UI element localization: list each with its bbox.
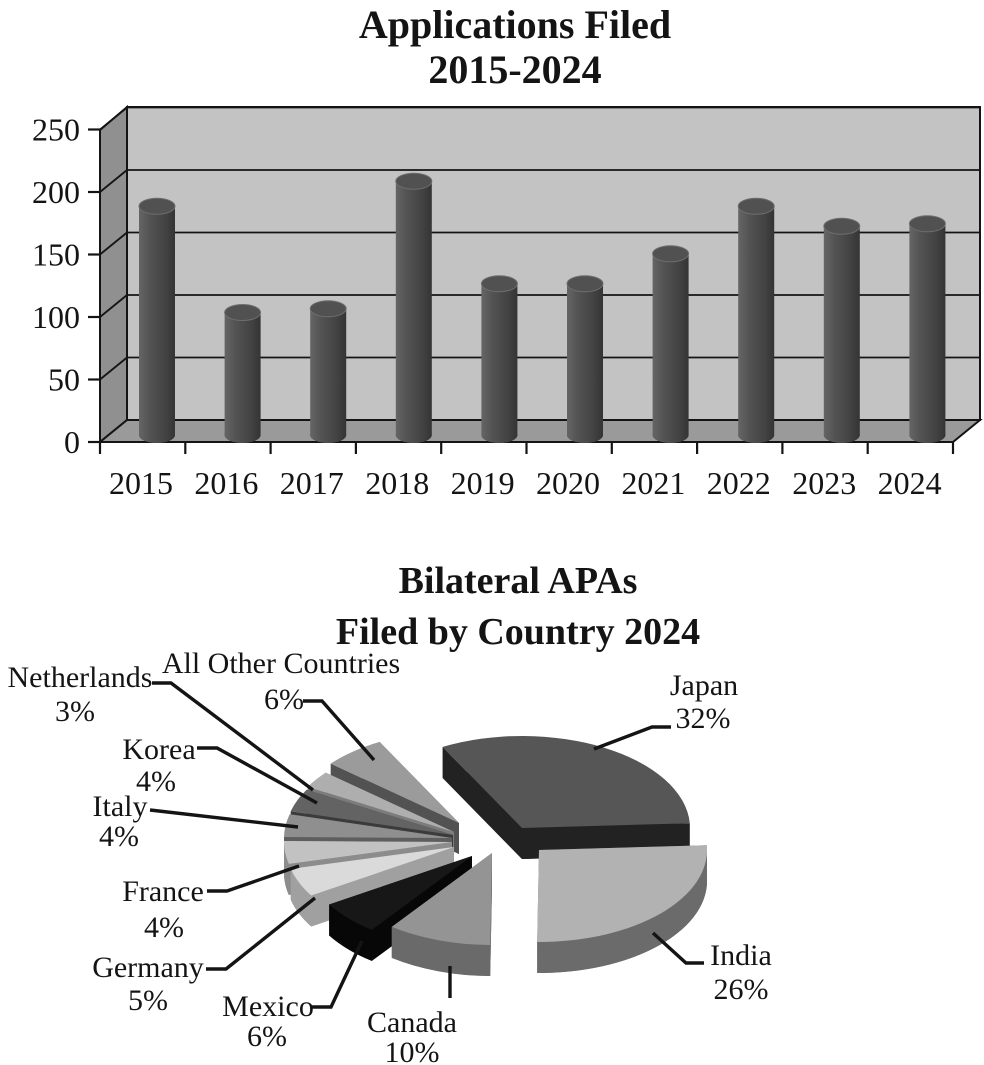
pie-chart-bilateral-apas [8, 647, 772, 1065]
pie-slice-japan [443, 736, 690, 859]
pie-label-pct: 6% [264, 683, 304, 716]
bar-top [225, 305, 261, 321]
leader-line-korea [197, 748, 317, 803]
bar-body [139, 198, 175, 443]
bar-body [909, 216, 945, 443]
bar-body [310, 301, 346, 443]
pie-label-name: India [710, 939, 772, 972]
bar-body [738, 198, 774, 443]
pie-chart-title-line2: Filed by Country 2024 [335, 611, 701, 653]
pie-label-name: Netherlands [7, 661, 153, 694]
y-axis-label: 200 [32, 174, 80, 210]
pie-label-pct: 26% [713, 973, 769, 1006]
leader-line-japan [594, 727, 671, 749]
y-axis-label: 150 [32, 236, 80, 273]
bar-body [824, 218, 860, 443]
x-axis-label: 2024 [877, 465, 942, 501]
pie-label-name: Italy [92, 790, 148, 823]
pie-label-pct: 32% [675, 702, 731, 735]
bar-top [653, 246, 689, 262]
pie-label-name: Korea [122, 733, 196, 766]
bar-body [481, 276, 517, 443]
pie-label-pct: 10% [384, 1036, 440, 1065]
pie-label-pct: 6% [247, 1020, 287, 1053]
pie-label-name: Canada [367, 1006, 457, 1039]
pie-label-pct: 4% [99, 820, 139, 853]
y-axis-label: 50 [48, 361, 80, 398]
bar-body [567, 276, 603, 443]
pie-label-name: Germany [92, 951, 204, 984]
bar-body [396, 173, 432, 443]
bar-2021 [653, 246, 689, 443]
bar-top [310, 301, 346, 317]
bar-top [909, 216, 945, 232]
bar-2024 [909, 216, 945, 443]
bar-2018 [396, 173, 432, 443]
x-axis-label: 2023 [792, 465, 857, 501]
bar-body [653, 246, 689, 443]
plot-left-wall [100, 107, 127, 442]
pie-label-name: France [122, 875, 204, 908]
x-axis-label: 2019 [450, 465, 515, 501]
pie-label-pct: 5% [128, 984, 168, 1017]
bar-body [225, 305, 261, 444]
y-axis-label: 0 [64, 424, 80, 460]
pie-slice-india [537, 845, 707, 973]
pie-label-name: All Other Countries [161, 647, 401, 680]
bar-top [481, 276, 517, 292]
bar-2023 [824, 218, 860, 443]
bar-top [824, 218, 860, 234]
bar-chart-applications-filed [32, 107, 980, 501]
bar-2017 [310, 301, 346, 443]
pie-label-pct: 3% [55, 695, 95, 728]
leader-line-italy [150, 810, 298, 827]
bar-top [738, 198, 774, 214]
bar-chart-title-line2: 2015-2024 [428, 47, 602, 92]
y-axis-label: 250 [32, 111, 80, 148]
bar-chart-title-line1: Applications Filed [358, 2, 672, 47]
bar-2019 [481, 276, 517, 443]
bar-top [139, 198, 175, 214]
bar-2020 [567, 276, 603, 443]
x-axis-label: 2016 [194, 465, 259, 501]
pie-label-pct: 4% [144, 911, 184, 944]
x-axis-label: 2022 [706, 465, 771, 501]
pie-chart-title-line1: Bilateral APAs [398, 560, 638, 602]
pie-label-pct: 4% [136, 765, 176, 798]
x-axis-label: 2017 [279, 465, 344, 501]
bar-2016 [225, 305, 261, 444]
bar-top [396, 173, 432, 189]
pie-label-name: Japan [669, 669, 739, 702]
bar-2015 [139, 198, 175, 443]
x-axis-label: 2018 [365, 465, 430, 501]
x-axis-label: 2021 [621, 465, 686, 501]
x-axis-label: 2015 [109, 465, 173, 501]
bar-top [567, 276, 603, 292]
pie-label-name: Mexico [222, 990, 314, 1023]
bar-2022 [738, 198, 774, 443]
x-axis-label: 2020 [536, 465, 600, 501]
y-axis-label: 100 [32, 299, 80, 335]
